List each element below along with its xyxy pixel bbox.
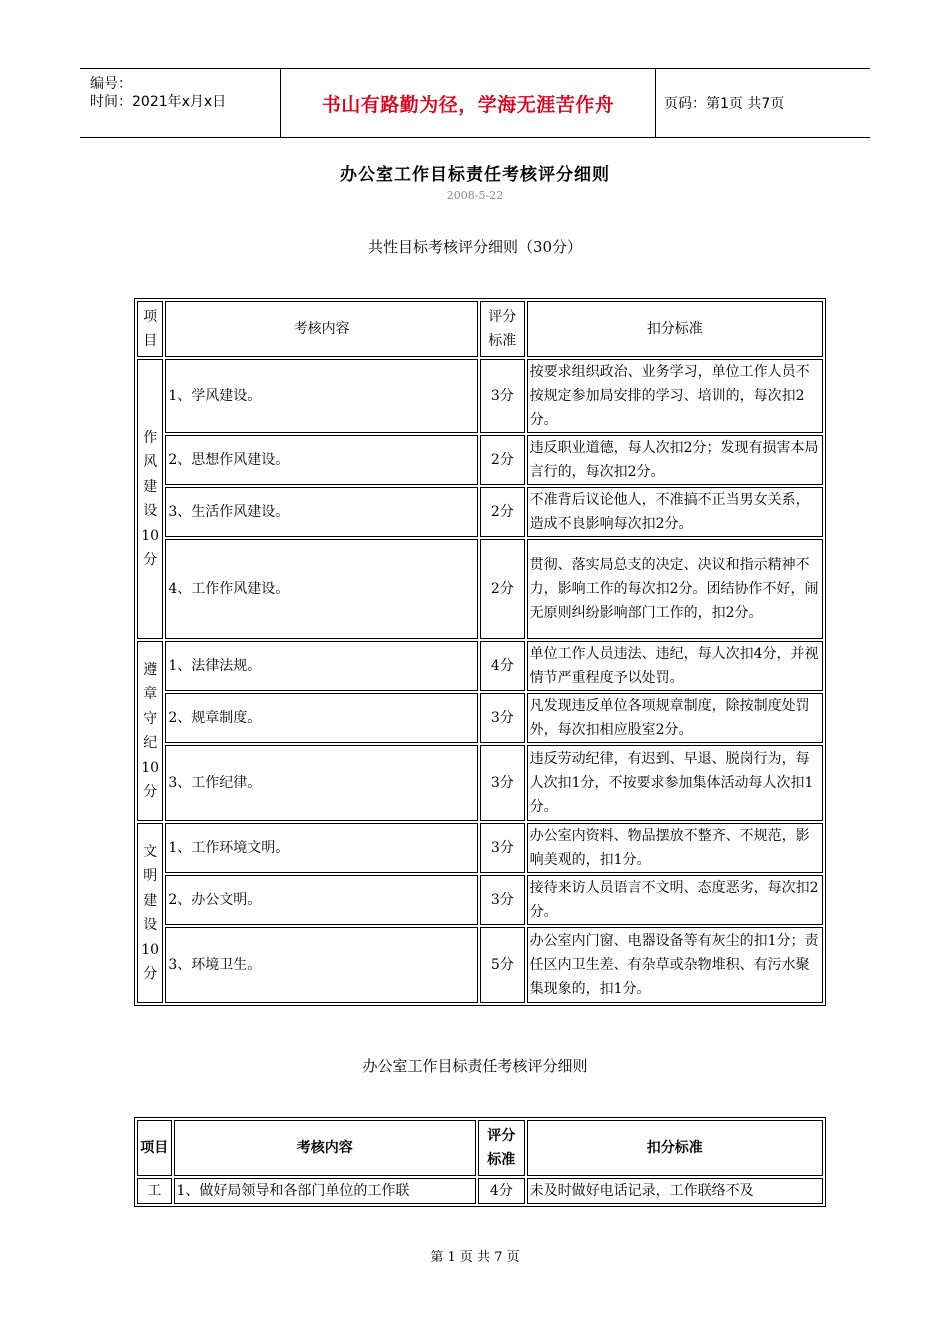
table-header-row: [137, 1120, 823, 1176]
table-row: [137, 693, 823, 743]
group-label-char: 作: [143, 429, 158, 446]
header-meta: [80, 69, 280, 137]
group-label-char: 设: [143, 917, 158, 933]
document-date: 2008-5-22: [446, 189, 504, 202]
group-label-char: 章: [143, 686, 158, 702]
row-criteria: 凡发现违反单位各项规章制度，除按制度处罚外，每次扣相应股室2分。: [527, 693, 823, 743]
group-label-char: 守: [143, 710, 158, 727]
section2-title: 办公室工作目标责任考核评分细则: [362, 1057, 588, 1075]
group-label-char: 分: [143, 784, 158, 800]
page-header: [80, 68, 870, 138]
group-label-char: 10: [141, 759, 160, 776]
row-content: 2、规章制度。: [165, 693, 478, 743]
header-score-line: 评分: [488, 308, 517, 325]
table-row: [137, 1178, 823, 1204]
header-item-char: 项: [143, 308, 158, 325]
motto-text: 书山有路勤为径，学海无涯苦作舟: [321, 93, 615, 116]
row-criteria: 办公室内资料、物品摆放不整齐、不规范，影响美观的，扣1分。: [527, 823, 823, 873]
scoring-table-office: [134, 1117, 826, 1207]
group-label-style: [137, 359, 163, 639]
header-item: 项目: [137, 1120, 172, 1176]
row-score: 5分: [480, 927, 525, 1003]
row-content: 1、学风建设。: [165, 359, 478, 433]
table-header-row: [137, 301, 823, 357]
row-content: 1、法律法规。: [165, 641, 478, 691]
table-row: [137, 435, 823, 485]
row-criteria: 贯彻、落实局总支的决定、决议和指示精神不力，影响工作的每次扣2分。团结协作不好，闹无原则纠纷影响部门工作的，扣2分。: [527, 539, 823, 639]
document-title: 办公室工作目标责任考核评分细则: [340, 165, 610, 185]
row-content: 4、工作作风建设。: [165, 539, 478, 639]
row-criteria: 违反劳动纪律，有迟到、早退、脱岗行为，每人次扣1分，不按要求参加集体活动每人次扣1分。: [527, 745, 823, 821]
group-label-char: 设: [143, 503, 158, 519]
time-label: 时间：2021年x月x日: [90, 94, 227, 110]
table-row: [137, 487, 823, 537]
header-content: 考核内容: [174, 1120, 476, 1176]
row-score: 3分: [480, 823, 525, 873]
table-row: [137, 823, 823, 873]
group-label-char: 文: [143, 843, 158, 860]
row-content: 3、工作纪律。: [165, 745, 478, 821]
header-content: 考核内容: [165, 301, 478, 357]
header-score: [480, 301, 525, 357]
row-score: 3分: [480, 875, 525, 925]
row-criteria: 不准背后议论他人，不准搞不正当男女关系，造成不良影响每次扣2分。: [527, 487, 823, 537]
header-score-line: 标准: [488, 333, 517, 349]
row-content: 1、工作环境文明。: [165, 823, 478, 873]
group-label-char: 建: [143, 892, 158, 909]
row-content: 1、做好局领导和各部门单位的工作联: [174, 1178, 476, 1204]
row-criteria: 按要求组织政治、业务学习，单位工作人员不按规定参加局安排的学习、培训的，每次扣2分。: [527, 359, 823, 433]
header-score: [478, 1120, 525, 1176]
table-row: [137, 641, 823, 691]
header-deduct: 扣分标准: [527, 301, 823, 357]
row-score: 2分: [480, 487, 525, 537]
page-footer: 第 1 页 共 7 页: [430, 1250, 520, 1265]
group-label-char: 风: [143, 454, 158, 470]
table-row: [137, 745, 823, 821]
row-item: 工: [137, 1178, 172, 1204]
row-content: 3、生活作风建设。: [165, 487, 478, 537]
group-label-char: 分: [143, 552, 158, 568]
row-score: 4分: [480, 641, 525, 691]
row-score: 3分: [480, 359, 525, 433]
row-content: 2、思想作风建设。: [165, 435, 478, 485]
row-score: 2分: [480, 539, 525, 639]
row-score: 4分: [478, 1178, 525, 1204]
group-label-char: 纪: [143, 735, 158, 751]
row-criteria: 违反职业道德，每人次扣2分；发现有损害本局言行的，每次扣2分。: [527, 435, 823, 485]
group-label-char: 建: [143, 478, 158, 495]
header-motto-cell: [280, 69, 656, 137]
number-label: 编号：: [90, 76, 132, 92]
row-criteria: 单位工作人员违法、违纪，每人次扣4分，并视情节严重程度予以处罚。: [527, 641, 823, 691]
table-row: [137, 359, 823, 433]
group-label-civility: [137, 823, 163, 1003]
header-item-char: 目: [143, 333, 158, 349]
table-row: [137, 927, 823, 1003]
row-criteria: 未及时做好电话记录，工作联络不及: [527, 1178, 823, 1204]
group-label-discipline: [137, 641, 163, 821]
table-row: [137, 539, 823, 639]
page-info: 页码：第1页 共7页: [664, 96, 785, 112]
scoring-table-common: [134, 298, 826, 1006]
header-deduct: 扣分标准: [527, 1120, 823, 1176]
section1-title: 共性目标考核评分细则（30分）: [367, 238, 583, 256]
header-score-line: 标准: [487, 1152, 516, 1168]
row-criteria: 接待来访人员语言不文明、态度恶劣，每次扣2分。: [527, 875, 823, 925]
header-page-cell: [656, 69, 870, 137]
row-score: 3分: [480, 745, 525, 821]
group-label-char: 分: [143, 966, 158, 982]
group-label-char: 明: [143, 868, 158, 884]
row-content: 2、办公文明。: [165, 875, 478, 925]
table-row: [137, 875, 823, 925]
group-label-char: 10: [141, 527, 160, 544]
row-criteria: 办公室内门窗、电器设备等有灰尘的扣1分；责任区内卫生差、有杂草或杂物堆积、有污水聚集现象的，扣1分。: [527, 927, 823, 1003]
row-score: 3分: [480, 693, 525, 743]
row-score: 2分: [480, 435, 525, 485]
group-label-char: 遵: [143, 661, 158, 678]
header-score-line: 评分: [487, 1127, 516, 1144]
group-label-char: 10: [141, 941, 160, 958]
row-content: 3、环境卫生。: [165, 927, 478, 1003]
header-item: [137, 301, 163, 357]
